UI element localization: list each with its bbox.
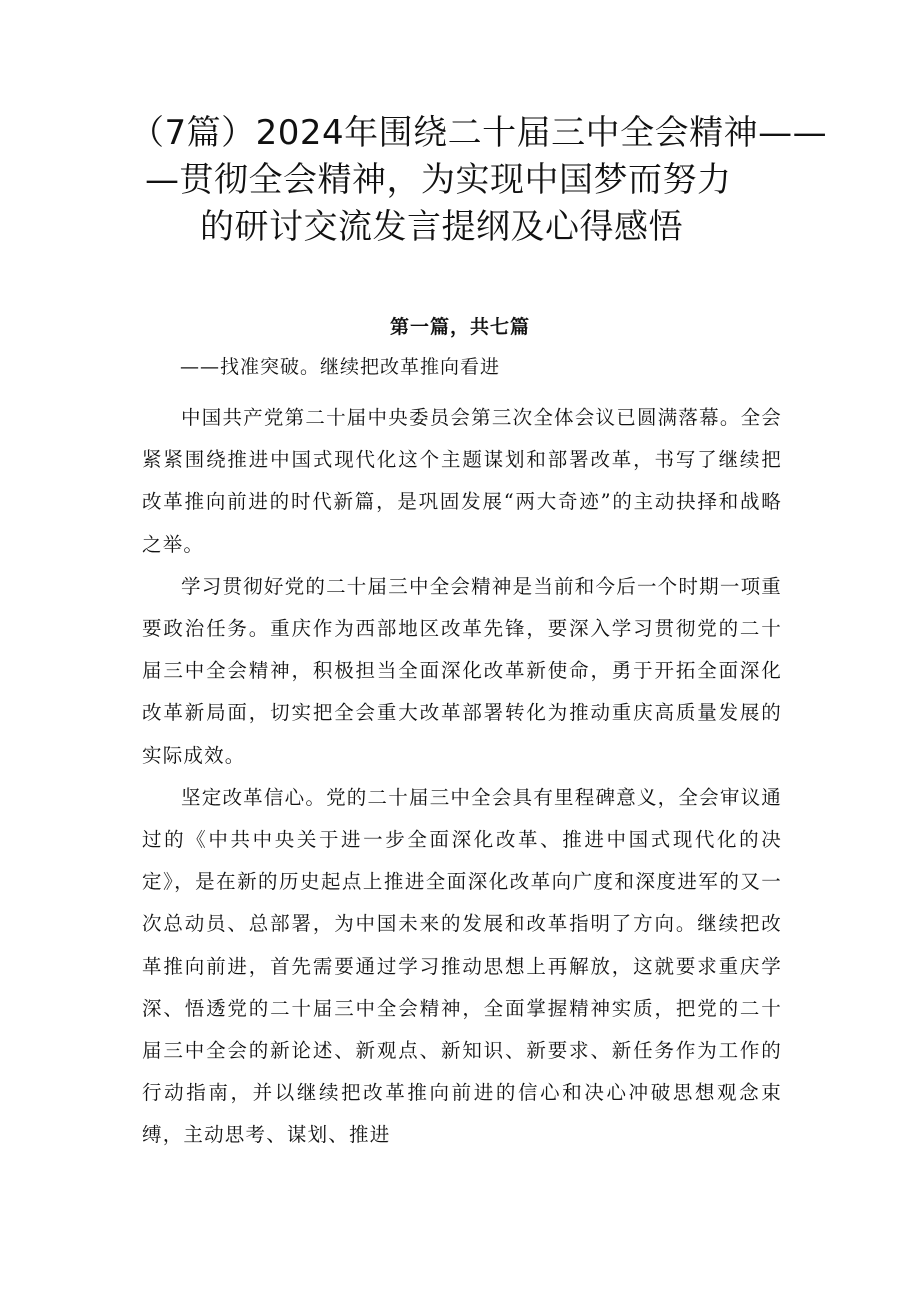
paragraph-2: 学习贯彻好党的二十届三中全会精神是当前和今后一个时期一项重要政治任务。重庆作为西部地区改革先锋，要深入学习贯彻党的二十届三中全会精神，积极担当全面深化改革新使命，勇于开拓全面深化改革新局面，切实把全会重大改革部署转化为推动重庆高质量发展的实际成效。 [142,574,782,767]
document-body [142,397,782,1157]
title-line-2: —贯彻全会精神，为实现中国梦而努力 [145,160,732,200]
title-line-3: 的研讨交流发言提纲及心得感悟 [200,207,683,247]
paragraph-3: 坚定改革信心。党的二十届三中全会具有里程碑意义，全会审议通过的《中共中央关于进一步全面深化改革、推进中国式现代化的决定》，是在新的历史起点上推进全面深化改革向广度和深度进军的又一次总动员、总部署，为中国未来的发展和改革指明了方向。继续把改革推向前进，首先需要通过学习推动思想上再解放，这就要求重庆学深、悟透党的二十届三中全会精神，全面掌握精神实质，把党的二十届三中全会的新论述、新观点、新知识、新要求、新任务作为工作的行动指南，并以继续把改革推向前进的信心和决心冲破思想观念束缚，主动思考、谋划、推进 [142,785,782,1147]
title-line-1: （7篇）2024年围绕二十届三中全会精神—— [130,113,828,153]
lead-line: ——找准突破。继续把改革推向看进 [180,356,501,378]
paragraph-1: 中国共产党第二十届中央委员会第三次全体会议已圆满落幕。全会紧紧围绕推进中国式现代化这个主题谋划和部署改革，书写了继续把改革推向前进的时代新篇，是巩固发展“两大奇迹”的主动抉择和战略之举。 [142,406,782,556]
document-title [130,110,828,251]
section-heading: 第一篇，共七篇 [389,316,530,338]
